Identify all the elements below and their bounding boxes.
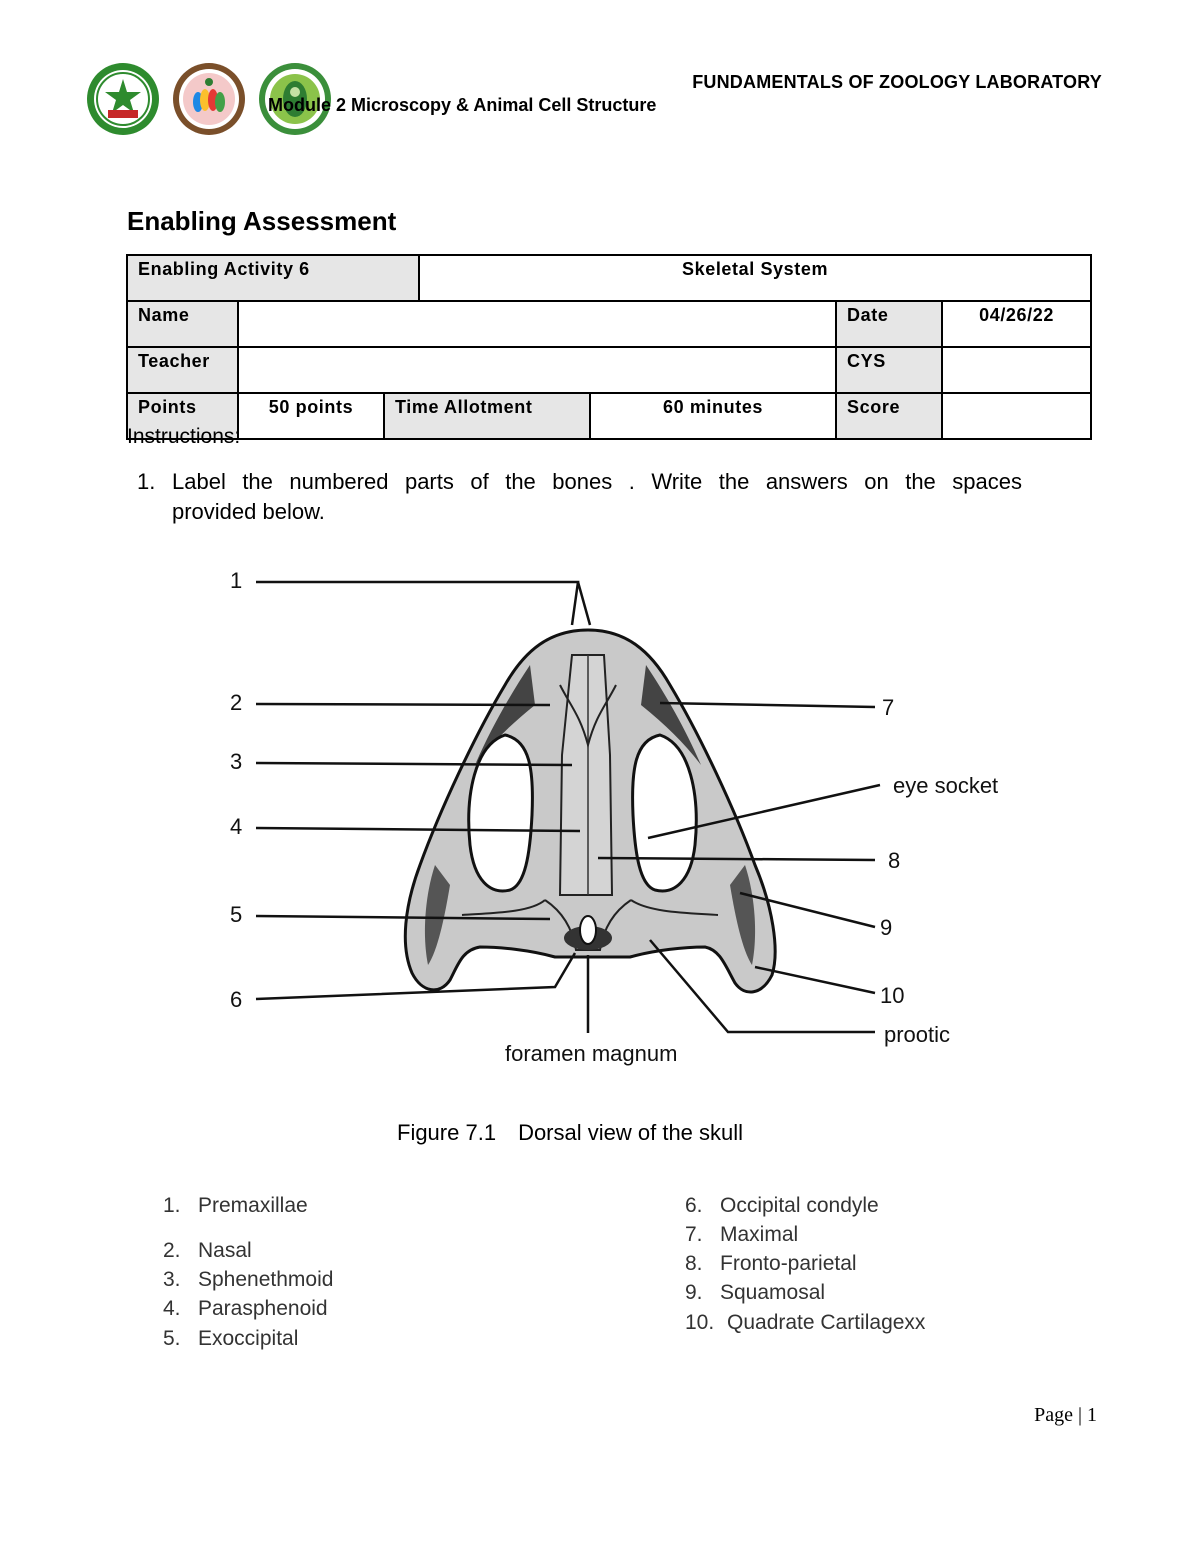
page-number: Page | 1 — [1034, 1404, 1097, 1426]
figure-label-5: 5 — [230, 901, 243, 927]
list-item — [685, 1252, 857, 1276]
name-field[interactable] — [238, 301, 836, 347]
list-item — [163, 1327, 298, 1351]
leader-line-10 — [755, 967, 875, 993]
question-text-line-2: provided below. — [172, 499, 325, 524]
date-value[interactable]: 04/26/22 — [942, 301, 1091, 347]
answer-text: Sphenethmoid — [198, 1268, 334, 1291]
points-value: 50 points — [238, 393, 384, 439]
figure-label-1: 1 — [230, 567, 243, 593]
cys-label: CYS — [836, 347, 942, 393]
points-label: Points — [127, 393, 238, 439]
answer-number: 8. — [685, 1252, 703, 1275]
answer-number: 3. — [163, 1268, 181, 1291]
table-row — [127, 301, 1091, 347]
figure-label-6: 6 — [230, 986, 243, 1012]
answer-text: Maximal — [720, 1223, 799, 1246]
college-seal-logo — [172, 62, 246, 136]
answer-text: Premaxillae — [198, 1194, 308, 1217]
answer-number: 7. — [685, 1223, 703, 1246]
table-row — [127, 255, 1091, 301]
answer-text: Nasal — [198, 1239, 252, 1262]
module-title: Module 2 Microscopy & Animal Cell Structure — [268, 95, 657, 115]
figure-label-7: 7 — [882, 694, 895, 720]
teacher-label: Teacher — [127, 347, 238, 393]
list-item — [685, 1281, 825, 1305]
figure-caption — [397, 1120, 743, 1146]
time-allotment-value: 60 minutes — [590, 393, 836, 439]
time-allotment-label: Time Allotment — [384, 393, 590, 439]
question-1 — [137, 467, 1022, 527]
leader-line-2 — [256, 704, 550, 705]
answer-number: 9. — [685, 1281, 703, 1304]
section-title: Enabling Assessment — [127, 206, 397, 236]
answer-number: 6. — [685, 1194, 703, 1217]
date-label: Date — [836, 301, 942, 347]
list-item — [163, 1268, 333, 1292]
figure-label-4: 4 — [230, 813, 243, 839]
answer-text: Exoccipital — [198, 1327, 299, 1350]
name-label: Name — [127, 301, 238, 347]
table-row — [127, 393, 1091, 439]
figure-caption-number: Figure 7.1 — [397, 1120, 497, 1145]
cys-field[interactable] — [942, 347, 1091, 393]
answer-text: Squamosal — [720, 1281, 826, 1304]
figure-label-foramen-magnum: foramen magnum — [505, 1040, 678, 1066]
figure-label-prootic: prootic — [884, 1021, 951, 1047]
answer-number: 1. — [163, 1194, 181, 1217]
course-title: FUNDAMENTALS OF ZOOLOGY LABORATORY — [692, 72, 1102, 92]
figure-label-8: 8 — [888, 847, 901, 873]
score-label: Score — [836, 393, 942, 439]
activity-label: Enabling Activity 6 — [127, 255, 419, 301]
list-item — [163, 1297, 328, 1321]
list-item — [163, 1194, 308, 1218]
activity-topic: Skeletal System — [419, 255, 1091, 301]
answer-text: Fronto-parietal — [720, 1252, 857, 1275]
table-row — [127, 347, 1091, 393]
question-number: 1. — [137, 469, 156, 494]
list-item — [685, 1311, 925, 1335]
activity-info-table — [126, 254, 1092, 440]
figure-label-eye-socket: eye socket — [893, 772, 999, 798]
score-field[interactable] — [942, 393, 1091, 439]
foramen-magnum-hole — [580, 916, 596, 944]
list-item — [685, 1223, 798, 1247]
figure-label-3: 3 — [230, 748, 243, 774]
answer-text: Quadrate Cartilagexx — [727, 1311, 926, 1334]
answer-text: Occipital condyle — [720, 1194, 879, 1217]
question-text-line-1: Label the numbered parts of the bones . Write the answers on the spaces — [172, 469, 1022, 494]
answer-number: 2. — [163, 1239, 181, 1262]
figure-label-9: 9 — [880, 914, 893, 940]
university-seal-logo — [86, 62, 160, 136]
skull-illustration — [405, 630, 775, 992]
leader-line-1b — [578, 582, 590, 625]
list-item — [163, 1239, 252, 1263]
list-item — [685, 1194, 879, 1218]
answer-text: Parasphenoid — [198, 1297, 328, 1320]
answer-number: 4. — [163, 1297, 181, 1320]
leader-line-7 — [660, 703, 875, 707]
skull-dorsal-view-figure — [200, 555, 1030, 1115]
answer-number: 10. — [685, 1311, 715, 1334]
answer-number: 5. — [163, 1327, 181, 1350]
leader-line-1 — [256, 582, 578, 625]
figure-label-2: 2 — [230, 689, 243, 715]
instructions-label: Instructions: — [127, 425, 241, 448]
figure-caption-text: Dorsal view of the skull — [518, 1120, 744, 1145]
teacher-field[interactable] — [238, 347, 836, 393]
figure-label-10: 10 — [880, 982, 905, 1008]
